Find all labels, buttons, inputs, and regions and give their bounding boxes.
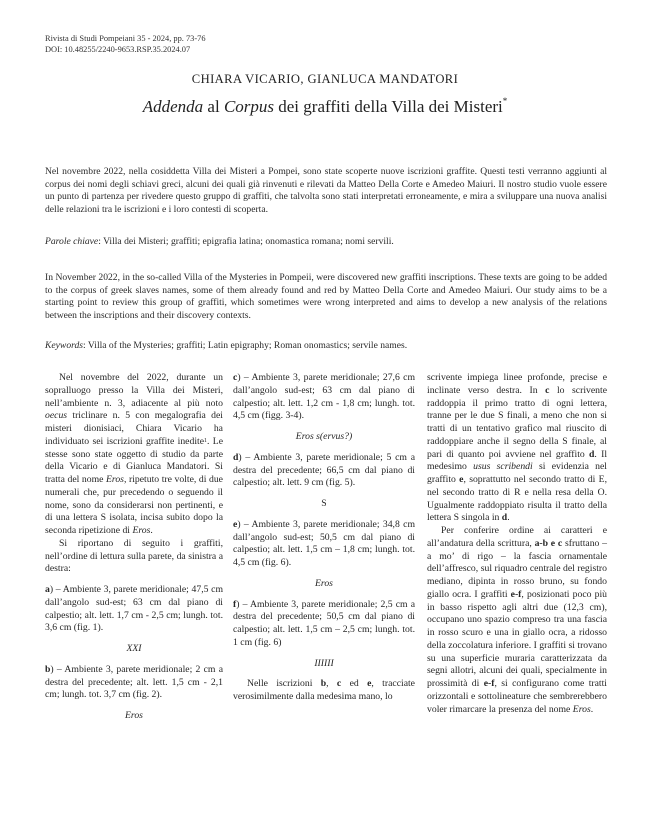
graffito-entry-a: a) – Ambiente 3, parete meridionale; 47,5 cm dall’angolo sud-est; 63 cm dal piano di calpestio; alt. lett. 1,7 cm - 2,5 cm; lungh. tot. 3,6 cm (fig. 1). xyxy=(45,584,223,634)
graffito-reading-d: S xyxy=(321,498,327,509)
running-header xyxy=(45,33,206,55)
keywords-label: Parole chiave xyxy=(45,236,99,247)
abstract-italian xyxy=(45,166,607,217)
paragraph: Nel novembre del 2022, durante un sopralluogo presso la Villa dei Misteri, nell’ambiente n. 3, adiacente al più noto oecus triclinare n. 5 con megalografia dei misteri dionisiaci, Chiara Vicario ha individuato sei iscrizioni graffite inedite$^1$. Le stesse sono state oggetto di studio da parte della Vicario e di Gianluca Mandatori. Si tratta del nome Eros, ripetuto tre volte, di due numerali che, pur precedendo o seguendo il nome, sono da considerarsi non pertinenti, e di una lettera S isolata, incisa subito dopo la seconda ripetizione di Eros. xyxy=(45,372,223,536)
graffito-reading-b: Eros xyxy=(125,710,143,721)
paragraph: Per conferire ordine ai caratteri e all’andatura della scrittura, a-b e c sfruttano – a mo’ di rigo – la fascia ornamentale dell’affresco, sul riquadro centrale del registro mediano, dipinta in rosso bruno, su fondo giallo ocra. I graffiti e-f, posizionati poco più in basso rispetto agli altri due (12,3 cm), occupano uno spazio compreso tra una fascia in rosso scuro e una in giallo ocra, a ridosso della zoccolatura inferiore. I graffiti si trovano su una superficie muraria caratterizzata da segni allotri, alcuni dei quali, specialmente in prossimità di e-f, si configurano come tratti orizzontali e sottolineature che sembrerebbero voler rimarcare la presenza del nome Eros. xyxy=(427,525,607,715)
keywords-text: : Villa dei Misteri; graffiti; epigrafia latina; onomastica romana; nomi servili. xyxy=(98,236,394,247)
graffito-entry-b: b) – Ambiente 3, parete meridionale; 2 cm a destra del precedente; alt. lett. 1,5 cm - 2,1 cm; lungh. tot. 3,7 cm (fig. 2). xyxy=(45,663,223,701)
keywords-english xyxy=(45,340,607,353)
doi: DOI: 10.48255/2240-9653.RSP.35.2024.07 xyxy=(45,45,191,54)
keywords-text: : Villa of the Mysteries; graffiti; Latin epigraphy; Roman onomastics; servile names. xyxy=(83,340,408,351)
graffito-reading-e: Eros xyxy=(315,577,333,589)
graffito-reading-c: Eros s(ervus?) xyxy=(295,431,353,442)
graffito-entry-d: d) – Ambiente 3, parete meridionale; 5 cm a destra del precedente; 66,5 cm dal piano di calpestio; alt. lett. 9 cm (fig. 5). xyxy=(233,451,415,489)
paragraph: Nelle iscrizioni b, c ed e, tracciate verosimilmente dalla medesima mano, lo xyxy=(233,678,415,702)
journal-citation: Rivista di Studi Pompeiani 35 - 2024, pp. 73-76 xyxy=(45,34,206,43)
graffito-reading-f: IIIIII xyxy=(314,657,334,669)
body-column-3 xyxy=(427,372,607,716)
paragraph: Si riportano di seguito i graffiti, nell’ordine di lettura sulla parete, da sinistra a destra: xyxy=(45,537,223,575)
authors: CHIARA VICARIO, GIANLUCA MANDATORI xyxy=(191,72,459,86)
keywords-italian xyxy=(45,236,607,249)
body-column-2 xyxy=(233,372,415,704)
title-text: al xyxy=(203,97,224,116)
body-column-1 xyxy=(45,372,223,723)
abstract-italian-text: Nel novembre 2022, nella cosiddetta Villa dei Misteri a Pompei, sono state scoperte nuove iscrizioni graffite. Questi testi verranno aggiunti al corpus dei nomi degli schiavi greci, alcuni dei quali già rinvenuti e rilevati da Matteo Della Corte e Amedeo Maiuri. Il nostro studio vuole essere un punto di partenza per rivedere questo gruppo di graffiti, che talvolta sono stati interpretati erroneamente, e mira a sviluppare una nuova analisi delle relazioni tra le iscrizioni e i loro contesti di scoperta. xyxy=(45,166,607,216)
article-title xyxy=(0,97,650,117)
footnote-ref[interactable]: 1 xyxy=(204,437,208,444)
graffito-entry-c: c) – Ambiente 3, parete meridionale; 27,6 cm dall’angolo sud-est; 63 cm dal piano di calpestio; alt. lett. 1,2 cm - 1,8 cm; lungh. tot. 4,5 cm (figg. 3-4). xyxy=(233,372,415,422)
title-corpus: Corpus xyxy=(223,97,275,116)
title-text: dei graffiti della Villa dei Misteri xyxy=(274,97,503,116)
graffito-entry-f: f) – Ambiente 3, parete meridionale; 2,5 cm a destra del precedente; 50,5 cm dal piano di calpestio; alt. lett. 1,5 cm – 2,5 cm; lungh. tot. 1 cm (fig. 6) xyxy=(233,598,415,648)
keywords-label: Keywords xyxy=(45,340,84,351)
graffito-reading-a: XXI xyxy=(126,643,142,654)
paragraph: scrivente impiega linee profonde, precise e inclinate verso destra. In c lo scrivente raddoppia il primo tratto di ogni lettera, tranne per le due S finali, a meno che non si tratti di un tentativo grafico mal riuscito di raddoppiare anche il segno della S finale, al pari di quanto poi avviene nel graffito d. Il medesimo usus scribendi si evidenzia nel graffito e, soprattutto nel secondo tratto di E, nel secondo tratto di R e nella resa della O. Ugualmente raddoppiato risulta il tratto della lettera S singola in d. xyxy=(427,372,608,524)
abstract-english xyxy=(45,272,607,323)
title-footnote-mark: * xyxy=(502,96,508,106)
graffito-entry-e: e) – Ambiente 3, parete meridionale; 34,8 cm dall’angolo sud-est; 50,5 cm dal piano di calpestio; alt. lett. 1,5 cm – 1,8 cm; lungh. tot. 4,5 cm (fig. 6). xyxy=(233,518,415,568)
title-addenda: Addenda xyxy=(142,97,204,116)
abstract-english-text: In November 2022, in the so-called Villa of the Mysteries in Pompeii, were discovered new graffiti inscriptions. These texts are going to be added to the corpus of greek slaves names, some of them already found and red by Matteo Della Corte and Amedeo Maiuri. Our study aims to be a starting point to review this group of graffiti, which sometimes were wrong interpreted and aims to develop a new analysis of the relations between the inscriptions and their discovery contexts. xyxy=(45,272,607,322)
